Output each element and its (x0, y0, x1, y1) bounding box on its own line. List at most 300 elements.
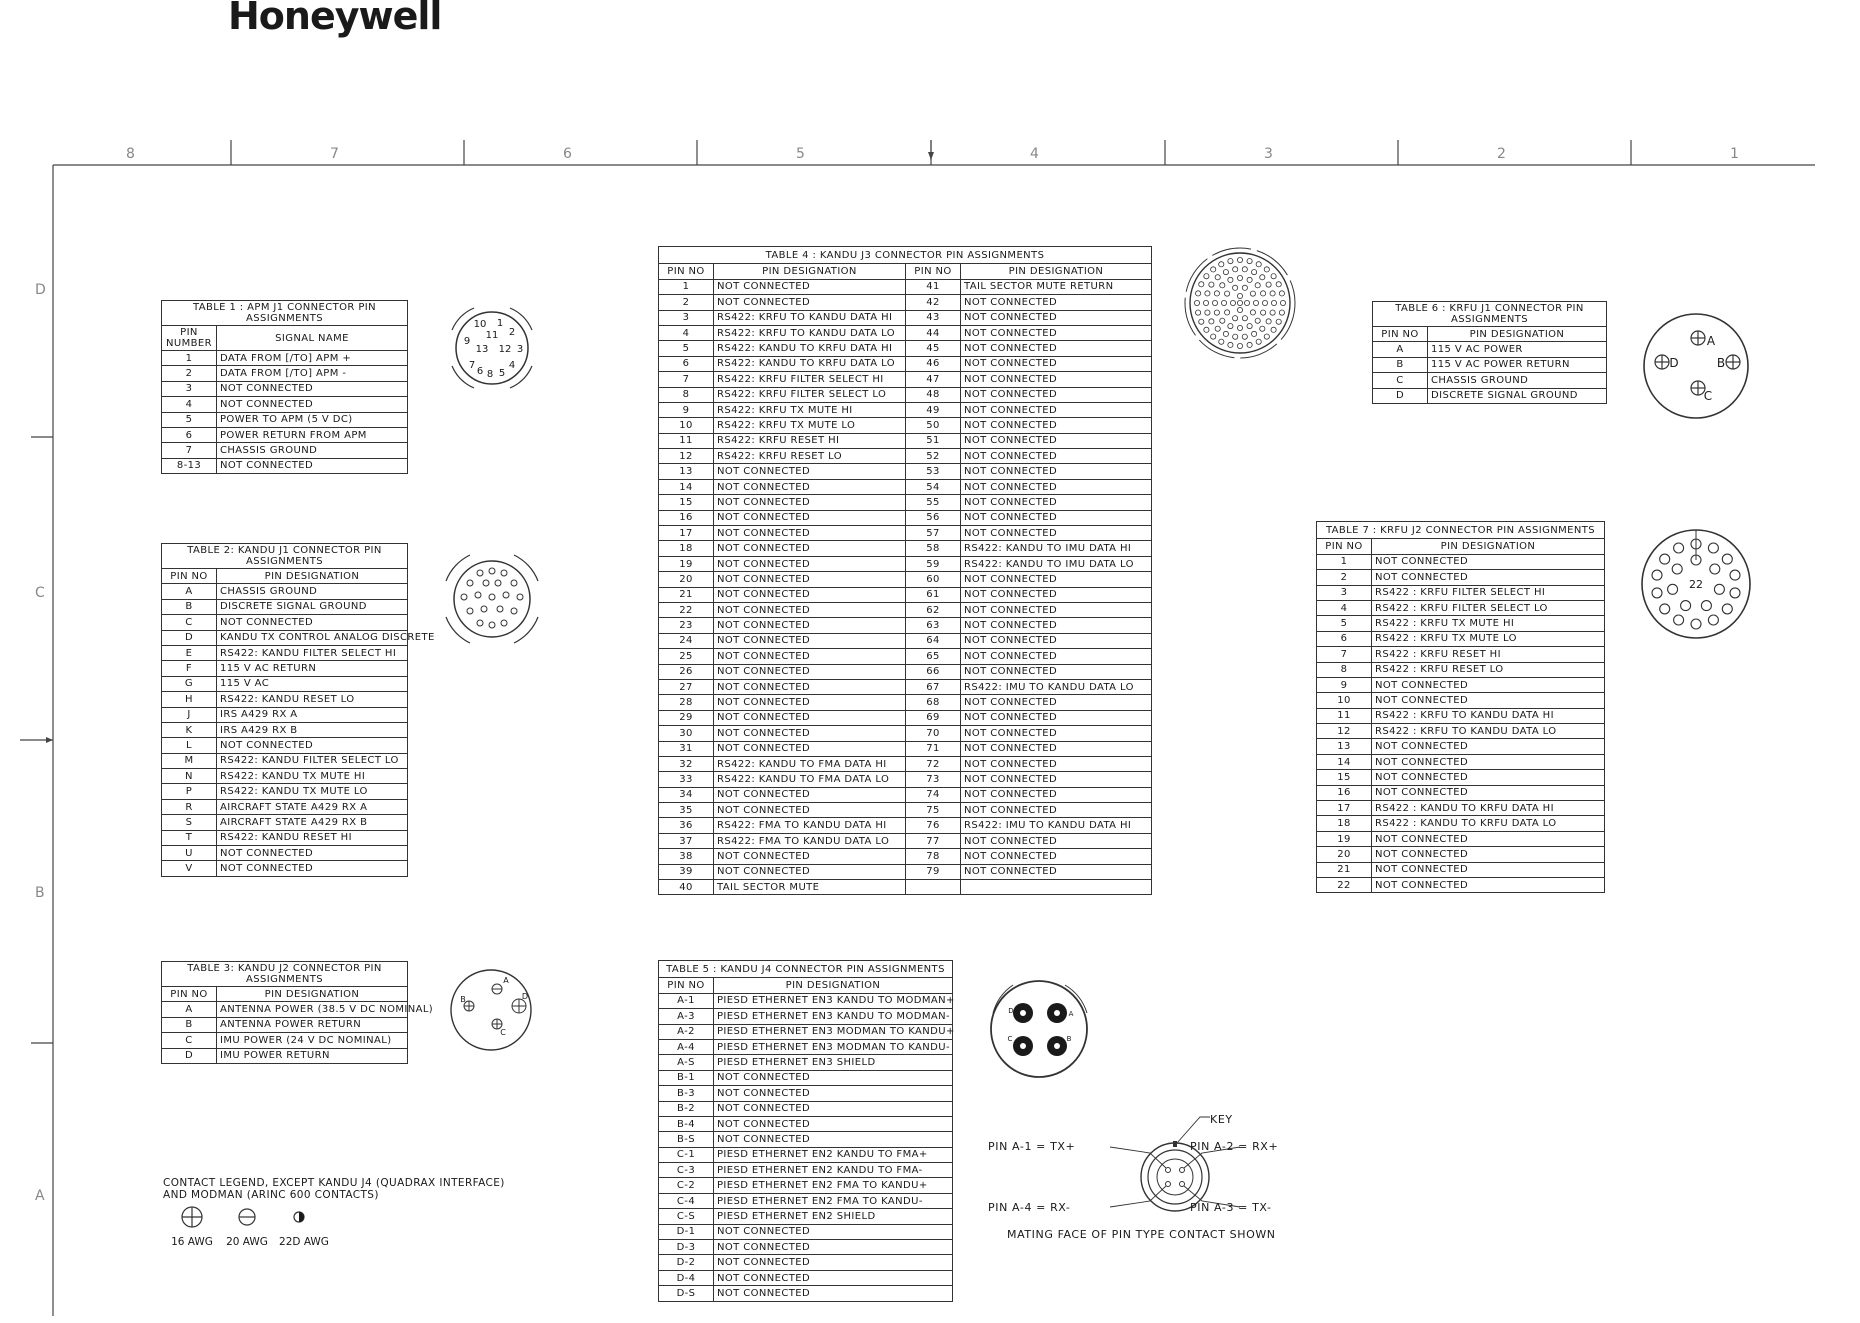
pin-designation-cell: CHASSIS GROUND (1428, 373, 1607, 388)
contact-dot (1209, 319, 1214, 324)
table-row (1317, 801, 1605, 816)
pin-designation-cell: RS422: KANDU TX MUTE HI (217, 769, 408, 784)
table-row (659, 387, 1152, 402)
contact-dot (1660, 554, 1670, 564)
contact-dot (1214, 310, 1219, 315)
zone-column-6: 6 (563, 146, 572, 162)
pin-number-cell: 54 (906, 479, 961, 494)
pin-label: A (1068, 1010, 1074, 1018)
contact-dot (1691, 619, 1701, 629)
pin-number-cell: A-1 (659, 993, 714, 1008)
pin-number-cell: D (1373, 388, 1428, 403)
pin-designation-cell: NOT CONNECTED (961, 726, 1152, 741)
contact-dot (1722, 604, 1732, 614)
pin-number-cell: C (162, 615, 217, 630)
pin-number-cell: C-3 (659, 1163, 714, 1178)
pin-number-cell: 11 (1317, 708, 1372, 723)
table-caption: TABLE 5 : KANDU J4 CONNECTOR PIN ASSIGNMENTS (659, 961, 953, 978)
column-header: PIN DESIGNATION (217, 987, 408, 1002)
pin-designation-cell: RS422: KRFU RESET HI (714, 433, 906, 448)
pin-designation-cell: 115 V AC POWER RETURN (1428, 357, 1607, 372)
pin-number-cell: 50 (906, 418, 961, 433)
pin-designation-cell: NOT CONNECTED (961, 803, 1152, 818)
pin-number-cell: C-1 (659, 1147, 714, 1162)
pin-designation-cell: ANTENNA POWER RETURN (217, 1017, 408, 1032)
pin-number-cell: 7 (659, 372, 714, 387)
table-row (162, 412, 408, 427)
pin-number-cell: 19 (659, 556, 714, 571)
pin-designation-cell: NOT CONNECTED (1372, 831, 1605, 846)
pin-designation-cell: RS422: KRFU RESET LO (714, 449, 906, 464)
table-row (659, 310, 1152, 325)
pin-number-cell: 66 (906, 664, 961, 679)
pin-designation-cell: NOT CONNECTED (961, 479, 1152, 494)
contact-dot (1280, 300, 1285, 305)
pin-label: 1 (496, 318, 504, 329)
pin-designation-cell: RS422: KANDU RESET LO (217, 692, 408, 707)
column-header: PIN DESIGNATION (1428, 327, 1607, 342)
contact-dot (1199, 282, 1204, 287)
contact-dot (1228, 277, 1233, 282)
table-row (659, 633, 1152, 648)
pin-designation-cell: NOT CONNECTED (714, 541, 906, 556)
table-row (162, 458, 408, 473)
pin-number-cell: 2 (659, 295, 714, 310)
pin-number-cell: 7 (1317, 647, 1372, 662)
pin-designation-cell: NOT CONNECTED (714, 1270, 953, 1285)
table-row (659, 541, 1152, 556)
table-row (659, 1178, 953, 1193)
pin-designation-cell: DISCRETE SIGNAL GROUND (1428, 388, 1607, 403)
contact-dot (1196, 310, 1201, 315)
zone-row-c: C (35, 585, 45, 601)
table-row (1317, 739, 1605, 754)
table-row (659, 402, 1152, 417)
pin-number-cell: 57 (906, 526, 961, 541)
pin-number-cell: 39 (659, 864, 714, 879)
table-row (659, 587, 1152, 602)
pin-number-cell: 12 (1317, 724, 1372, 739)
pin-designation-cell: PIESD ETHERNET EN3 MODMAN TO KANDU- (714, 1039, 953, 1054)
contact-dot (1205, 310, 1210, 315)
mating-face-caption: MATING FACE OF PIN TYPE CONTACT SHOWN (1007, 1228, 1276, 1241)
zone-column-5: 5 (796, 146, 805, 162)
pin-label: B (460, 995, 466, 1004)
table-row (1317, 631, 1605, 646)
legend-label-20awg: 20 AWG (226, 1236, 268, 1248)
contact-dot (1710, 564, 1720, 574)
table-row (659, 664, 1152, 679)
pin-designation-cell: NOT CONNECTED (961, 787, 1152, 802)
pin-designation-cell: NOT CONNECTED (961, 756, 1152, 771)
pin-designation-cell: DISCRETE SIGNAL GROUND (217, 599, 408, 614)
table-row (659, 818, 1152, 833)
pin-designation-cell: NOT CONNECTED (714, 1086, 953, 1101)
table-row (659, 726, 1152, 741)
contact-dot (1228, 259, 1233, 264)
contact-legend-text: CONTACT LEGEND, EXCEPT KANDU J4 (QUADRAX INTERFACE) AND MODMAN (ARINC 600 CONTACTS) (163, 1177, 505, 1201)
pin-number-cell: 15 (659, 495, 714, 510)
pin-label: 6 (476, 366, 484, 377)
pin-number-cell: 4 (1317, 600, 1372, 615)
contact-dot (1244, 300, 1249, 305)
zone-column-7: 7 (330, 146, 339, 162)
pin-number-cell: 15 (1317, 770, 1372, 785)
contact-dot (1214, 291, 1219, 296)
contact-dot (1252, 270, 1257, 275)
pin-number-cell: 32 (659, 756, 714, 771)
contact-dot (1205, 291, 1210, 296)
contact-dot (1204, 274, 1209, 279)
table-row (659, 649, 1152, 664)
column-header: PIN NO (1317, 539, 1372, 554)
table-row (1317, 600, 1605, 615)
pin-number-cell: 24 (659, 633, 714, 648)
pin-designation-cell: RS422: KANDU TO FMA DATA LO (714, 772, 906, 787)
table-row (162, 599, 408, 614)
pin-number-cell: D-1 (659, 1224, 714, 1239)
pin-number-cell: B-1 (659, 1070, 714, 1085)
pin-designation-cell: NOT CONNECTED (1372, 877, 1605, 892)
table-row (659, 695, 1152, 710)
pin-designation-cell: NOT CONNECTED (714, 572, 906, 587)
table-row (659, 1086, 953, 1101)
contact-dot (1237, 275, 1242, 280)
table-row (659, 1286, 953, 1301)
pin-number-cell: 52 (906, 449, 961, 464)
pin-designation-cell: RS422 : KRFU RESET LO (1372, 662, 1605, 677)
pin-designation-cell: RS422: FMA TO KANDU DATA LO (714, 833, 906, 848)
pin-designation-cell: PIESD ETHERNET EN2 KANDU TO FMA+ (714, 1147, 953, 1162)
pin-designation-cell: NOT CONNECTED (961, 572, 1152, 587)
contact-dot (1672, 564, 1682, 574)
pin-label: A (503, 976, 509, 985)
pin-number-cell: D-4 (659, 1270, 714, 1285)
contact-dot (1266, 319, 1271, 324)
pin-number-cell: 75 (906, 803, 961, 818)
table-row (162, 630, 408, 645)
contact-dot (1260, 326, 1265, 331)
table-row (659, 464, 1152, 479)
table-row (659, 741, 1152, 756)
table-row (1317, 554, 1605, 569)
table-row (659, 526, 1152, 541)
pin-label: 9 (463, 336, 471, 347)
pin-number-cell: 22 (1317, 877, 1372, 892)
pin-designation-cell: NOT CONNECTED (714, 726, 906, 741)
table-row (659, 1147, 953, 1162)
column-header: PIN NO (1373, 327, 1428, 342)
pin-designation-cell (961, 880, 1152, 895)
table-row (659, 1039, 953, 1054)
pin-number-cell: 63 (906, 618, 961, 633)
table-row (162, 769, 408, 784)
pin-designation-cell: DATA FROM [/TO] APM - (217, 366, 408, 381)
pin-designation-cell: RS422: IMU TO KANDU DATA HI (961, 818, 1152, 833)
contact-dot (1730, 588, 1740, 598)
pin-label: 12 (498, 344, 512, 355)
contact-dot (1708, 543, 1718, 553)
contact-dot (1730, 570, 1740, 580)
contact-dot (1247, 342, 1252, 347)
contact-dot (1219, 262, 1224, 267)
contact-dot (1196, 291, 1201, 296)
pin-designation-cell: PIESD ETHERNET EN2 SHIELD (714, 1209, 953, 1224)
pin-designation-cell: IMU POWER RETURN (217, 1048, 408, 1063)
pin-number-cell: A (1373, 342, 1428, 357)
legend-label-22dawg: 22D AWG (279, 1236, 329, 1248)
pin-designation-cell: IMU POWER (24 V DC NOMINAL) (217, 1033, 408, 1048)
contact-dot (1674, 543, 1684, 553)
pin-label: 7 (468, 360, 476, 371)
table-row (659, 449, 1152, 464)
pin-designation-cell: NOT CONNECTED (714, 526, 906, 541)
pin-number-cell: 18 (1317, 816, 1372, 831)
pin-designation-cell: NOT CONNECTED (714, 864, 906, 879)
column-header: PIN NO (659, 264, 714, 279)
pin-designation-cell: NOT CONNECTED (217, 458, 408, 473)
pin-designation-cell: RS422: KRFU TO KANDU DATA LO (714, 325, 906, 340)
pin-number-cell: B-S (659, 1132, 714, 1147)
table-row (162, 351, 408, 366)
column-header: PIN NO (162, 569, 217, 584)
pin-designation-cell: NOT CONNECTED (714, 279, 906, 294)
table-row (162, 861, 408, 876)
contact-dot (1722, 554, 1732, 564)
pin-number-cell: 3 (162, 381, 217, 396)
pin-designation-cell: NOT CONNECTED (1372, 570, 1605, 585)
pin-number-cell: B (162, 1017, 217, 1032)
contact-dot (1237, 343, 1242, 348)
contact-dot (1714, 584, 1724, 594)
table-row (659, 679, 1152, 694)
pin-number-cell: B-3 (659, 1086, 714, 1101)
pin-number-cell: 69 (906, 710, 961, 725)
pin-designation-cell: PIESD ETHERNET EN3 KANDU TO MODMAN- (714, 1009, 953, 1024)
pin-number-cell: 33 (659, 772, 714, 787)
pin-designation-cell: NOT CONNECTED (714, 679, 906, 694)
table-row (659, 849, 1152, 864)
table-apm-j1 (161, 300, 408, 474)
pin-number-cell: H (162, 692, 217, 707)
pin-designation-cell: RS422: KANDU TO KRFU DATA LO (714, 356, 906, 371)
pin-number-cell: 9 (659, 402, 714, 417)
pin-number-cell: 12 (659, 449, 714, 464)
pin-designation-cell: AIRCRAFT STATE A429 RX A (217, 799, 408, 814)
table-row (659, 710, 1152, 725)
table-row (659, 1132, 953, 1147)
pin-number-cell: 16 (1317, 785, 1372, 800)
pin-number-cell (906, 880, 961, 895)
pin-designation-cell: NOT CONNECTED (961, 741, 1152, 756)
contact-dot (1233, 316, 1238, 321)
table-kandu-j4 (658, 960, 953, 1302)
pin-designation-cell: POWER RETURN FROM APM (217, 427, 408, 442)
pin-label: A (1706, 334, 1716, 348)
pin-number-cell: 21 (1317, 862, 1372, 877)
pin-designation-cell: NOT CONNECTED (961, 464, 1152, 479)
table-row (1317, 570, 1605, 585)
pin-designation-cell: NOT CONNECTED (714, 741, 906, 756)
contact-dot (1233, 267, 1238, 272)
pin-designation-cell: NOT CONNECTED (714, 295, 906, 310)
pin-number-cell: 17 (1317, 801, 1372, 816)
pin-label: 8 (486, 369, 494, 380)
table-row (162, 427, 408, 442)
pin-number-cell: B-2 (659, 1101, 714, 1116)
pin-number-cell: 77 (906, 833, 961, 848)
pin-number-cell: 51 (906, 433, 961, 448)
pin-number-cell: 45 (906, 341, 961, 356)
table-row (1317, 724, 1605, 739)
contact-dot (1708, 615, 1718, 625)
contact-dot (1652, 570, 1662, 580)
contact-dot (1237, 307, 1242, 312)
pin-label: 3 (516, 344, 524, 355)
table-row (162, 397, 408, 412)
pin-number-cell: 62 (906, 602, 961, 617)
pin-number-cell: 31 (659, 741, 714, 756)
pin-designation-cell: RS422: KANDU RESET HI (217, 830, 408, 845)
table-kandu-j2 (161, 961, 434, 1064)
table-row (659, 1163, 953, 1178)
column-header: PIN NO (906, 264, 961, 279)
table-row (162, 584, 408, 599)
pin-number-cell: 44 (906, 325, 961, 340)
pin-number-cell: 47 (906, 372, 961, 387)
mating-pin-a2-label: PIN A-2 = RX+ (1190, 1140, 1279, 1153)
pin-designation-cell: NOT CONNECTED (961, 418, 1152, 433)
table-row (659, 1224, 953, 1239)
contact-dot (1237, 325, 1242, 330)
pin-label: C (1703, 389, 1713, 403)
pin-number-cell: 78 (906, 849, 961, 864)
pin-number-cell: A-2 (659, 1024, 714, 1039)
table-row (659, 787, 1152, 802)
contact-dot (1276, 319, 1281, 324)
table-krfu-j1 (1372, 301, 1607, 404)
pin-designation-cell: RS422: KANDU FILTER SELECT HI (217, 645, 408, 660)
table-row (659, 1255, 953, 1270)
pin-number-cell: 38 (659, 849, 714, 864)
pin-number-cell: 71 (906, 741, 961, 756)
pin-designation-cell: PIESD ETHERNET EN3 MODMAN TO KANDU+ (714, 1024, 953, 1039)
pin-designation-cell: PIESD ETHERNET EN3 KANDU TO MODMAN+ (714, 993, 953, 1008)
pin-designation-cell: NOT CONNECTED (714, 787, 906, 802)
pin-designation-cell: NOT CONNECTED (217, 615, 408, 630)
pin-number-cell: 19 (1317, 831, 1372, 846)
pin-number-cell: M (162, 753, 217, 768)
table-row (162, 1048, 408, 1063)
pin-number-cell: 3 (659, 310, 714, 325)
pin-number-cell: 5 (1317, 616, 1372, 631)
pin-number-cell: 41 (906, 279, 961, 294)
column-header: PIN DESIGNATION (714, 978, 953, 993)
table-row (162, 676, 408, 691)
pin-designation-cell: NOT CONNECTED (714, 710, 906, 725)
table-row (659, 1101, 953, 1116)
pin-designation-cell: NOT CONNECTED (217, 861, 408, 876)
pin-designation-cell: NOT CONNECTED (961, 310, 1152, 325)
pin-designation-cell: NOT CONNECTED (714, 618, 906, 633)
table-caption: TABLE 4 : KANDU J3 CONNECTOR PIN ASSIGNMENTS (659, 247, 1152, 264)
table-row (659, 1116, 953, 1131)
pin-number-cell: 3 (1317, 585, 1372, 600)
pin-designation-cell: NOT CONNECTED (1372, 677, 1605, 692)
connector-kandu-j1 (440, 547, 544, 651)
pin-designation-cell: NOT CONNECTED (961, 849, 1152, 864)
table-caption: TABLE 1 : APM J1 CONNECTOR PIN ASSIGNMENTS (162, 301, 408, 326)
table-row (1317, 816, 1605, 831)
honeywell-logo: Honeywell (228, 0, 442, 38)
pin-designation-cell: IRS A429 RX A (217, 707, 408, 722)
pin-number-cell: 9 (1317, 677, 1372, 692)
table-caption: TABLE 2: KANDU J1 CONNECTOR PIN ASSIGNMENTS (162, 544, 408, 569)
pin-designation-cell: 115 V AC (217, 676, 408, 691)
contact-dot (1230, 300, 1235, 305)
pin-number-cell: 53 (906, 464, 961, 479)
pin-number-cell: 2 (1317, 570, 1372, 585)
contact-dot (1237, 257, 1242, 262)
table-row (1373, 373, 1607, 388)
pin-number-cell: 61 (906, 587, 961, 602)
pin-designation-cell: NOT CONNECTED (1372, 554, 1605, 569)
column-header: PIN DESIGNATION (714, 264, 906, 279)
contact-dot (1242, 334, 1247, 339)
pin-number-cell: 14 (1317, 754, 1372, 769)
column-header: SIGNAL NAME (217, 326, 408, 351)
table-row (162, 661, 408, 676)
pin-number-cell: 6 (1317, 631, 1372, 646)
table-row (162, 692, 408, 707)
zone-row-a: A (35, 1188, 45, 1204)
pin-designation-cell: KANDU TX CONTROL ANALOG DISCRETE (217, 630, 408, 645)
pin-label: 4 (508, 360, 516, 371)
pin-number-cell: 5 (162, 412, 217, 427)
table-row (659, 1070, 953, 1085)
pin-designation-cell: NOT CONNECTED (961, 649, 1152, 664)
column-header: PIN NO (659, 978, 714, 993)
table-row (659, 1209, 953, 1224)
table-row (659, 1193, 953, 1208)
pin-designation-cell: NOT CONNECTED (217, 381, 408, 396)
pin-designation-cell: RS422 : KRFU TX MUTE LO (1372, 631, 1605, 646)
table-row (659, 1240, 953, 1255)
pin-number-cell: V (162, 861, 217, 876)
contact-dot (1261, 310, 1266, 315)
pin-designation-cell: NOT CONNECTED (714, 464, 906, 479)
pin-number-cell: A (162, 1002, 217, 1017)
pin-number-cell: 10 (659, 418, 714, 433)
pin-number-cell: C (1373, 373, 1428, 388)
contact-dot (1228, 342, 1233, 347)
pin-designation-cell: POWER TO APM (5 V DC) (217, 412, 408, 427)
contact-dot (1199, 319, 1204, 324)
pin-number-cell: 16 (659, 510, 714, 525)
pin-label: 11 (485, 330, 499, 341)
column-header: PIN DESIGNATION (961, 264, 1152, 279)
pin-designation-cell: NOT CONNECTED (714, 556, 906, 571)
pin-designation-cell: NOT CONNECTED (1372, 847, 1605, 862)
legend-label-16awg: 16 AWG (171, 1236, 213, 1248)
pin-number-cell: 13 (1317, 739, 1372, 754)
contact-dot (1215, 326, 1220, 331)
pin-number-cell: 37 (659, 833, 714, 848)
pin-number-cell: 48 (906, 387, 961, 402)
pin-number-cell: A-4 (659, 1039, 714, 1054)
contact-dot (1215, 275, 1220, 280)
contact-dot (1237, 300, 1242, 305)
